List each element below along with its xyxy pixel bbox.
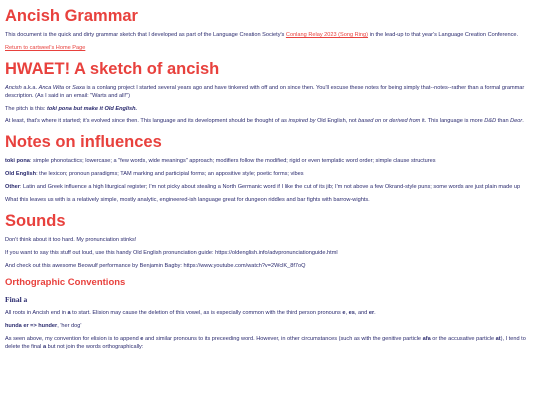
text: but not join the words orthographically: [46,343,144,350]
term: afa [422,336,431,343]
page-title: Ancish Grammar [5,7,138,25]
influence-item [5,184,535,192]
text: . [522,118,524,125]
text: it. This language is more [420,118,485,125]
return-paragraph [5,45,535,53]
text: All roots in Ancish end in [5,310,68,317]
section-heading-hwaet: HWAET! A sketch of ancish [5,59,220,78]
example-gloss: , 'her dog' [57,323,82,330]
term-saxa: Saxa [72,84,85,91]
influence-label: Other [5,184,20,191]
section-heading-orthographic: Orthographic Conventions [5,277,126,289]
emph: based on [358,118,382,125]
ortho-paragraph-2 [5,336,535,351]
term: a [42,343,47,350]
text: , [345,310,349,317]
sounds-paragraph-3: And check out this awesome Beowulf performance by Benjamin Bagby: https://www.youtube.com/watch?v=2WclK_8f7oQ [5,262,306,269]
hwaet-paragraph-3 [5,118,535,126]
pitch-emphasis: toki pona but make it Old English. [46,105,138,112]
text: ), I tend to delete the final [5,336,526,350]
subheading-final-a: Final a [5,295,28,305]
text: or the accusative particle [430,336,496,343]
text: . [374,310,376,317]
text: and similar pronouns to its preceeding word. However, in other circumstances (such as with the genitive particle [143,336,423,343]
influence-label: toki pona [5,158,30,165]
example-term: hunda er => hunder [5,323,58,330]
text: As seen above, my convention for elision is to append [5,336,141,343]
sounds-paragraph-1: Don't think about it too hard. My pronunciation stinks! [5,236,137,243]
hwaet-paragraph-2 [5,106,535,114]
emph: derived from [389,118,421,125]
text: The pitch is this: [5,105,47,112]
text: Old English, not [315,118,359,125]
return-home-link[interactable]: Return to cartweel's Home Page [5,45,86,52]
influence-label: Old English [5,171,37,178]
ortho-example [5,323,535,331]
term: a [67,310,71,317]
text: or [381,118,390,125]
term-anca-wita: Anca Wita [38,84,65,91]
text: , and [354,310,369,317]
influences-summary: What this leaves us with is a relatively simple, mostly analytic, engineered-ish language great for dungeon riddles and bar fights with barrow-wights. [5,197,370,204]
text: than [496,118,511,125]
text: At least, that's where it started; it's evolved since then. This language and its development should be thought of as [5,118,289,125]
influence-text: : simple phonotactics; lowercase; a "few words, wide meanings" approach; modifiers follow the modified; rigid or even templatic word order; simple clause structures [29,158,436,165]
term: at [495,336,501,343]
influence-item [5,158,535,166]
intro-text: This document is the quick and dirty grammar sketch that I developed as part of the Language Creation Society's [5,32,286,39]
conlang-relay-link[interactable]: Conlang Relay 2023 (Song Ring) [285,32,369,39]
ortho-paragraph-1 [5,310,535,318]
term: es [348,310,355,317]
section-heading-influences: Notes on influences [5,133,162,152]
text: a.k.a. [21,84,39,91]
section-heading-sounds: Sounds [5,211,66,230]
influence-text: : Latin and Greek influence a high liturgical register; I'm not picky about stealing a North Germanic word if I like the cut of its jib; I'm not above a few Okrand-style puns; some words are just plain made up [19,184,521,191]
emph: Deor [510,118,523,125]
term: e [342,310,346,317]
term: er [368,310,375,317]
text: is a conlang project I started several years ago and have tinkered with off and on since then. You'll excuse these notes for being simply that--notes--rather than a formal grammar description. (As I said in an email: "Warts and all!") [5,84,525,99]
intro-paragraph [5,32,535,40]
emph: inspired by [288,118,316,125]
influence-item [5,171,535,179]
influence-text: : the lexicon; pronoun paradigms; TAM marking and participial forms; an appositive style; poetic forms; vibes [36,171,304,178]
sounds-paragraph-2: If you want to say this stuff out loud, use this handy Old English pronunciation guide: https://oldenglish.info/advpronunciationguide.html [5,249,338,256]
text: or [64,84,73,91]
term-ancish: Ancish [5,84,22,91]
intro-text-end: in the lead-up to that year's Language Creation Conference. [368,32,519,39]
emph: D&D [484,118,497,125]
text: to start. Elision may cause the deletion of this vowel, as is especially common with the third person pronouns [70,310,343,317]
hwaet-paragraph-1 [5,85,535,100]
term: e [140,336,144,343]
